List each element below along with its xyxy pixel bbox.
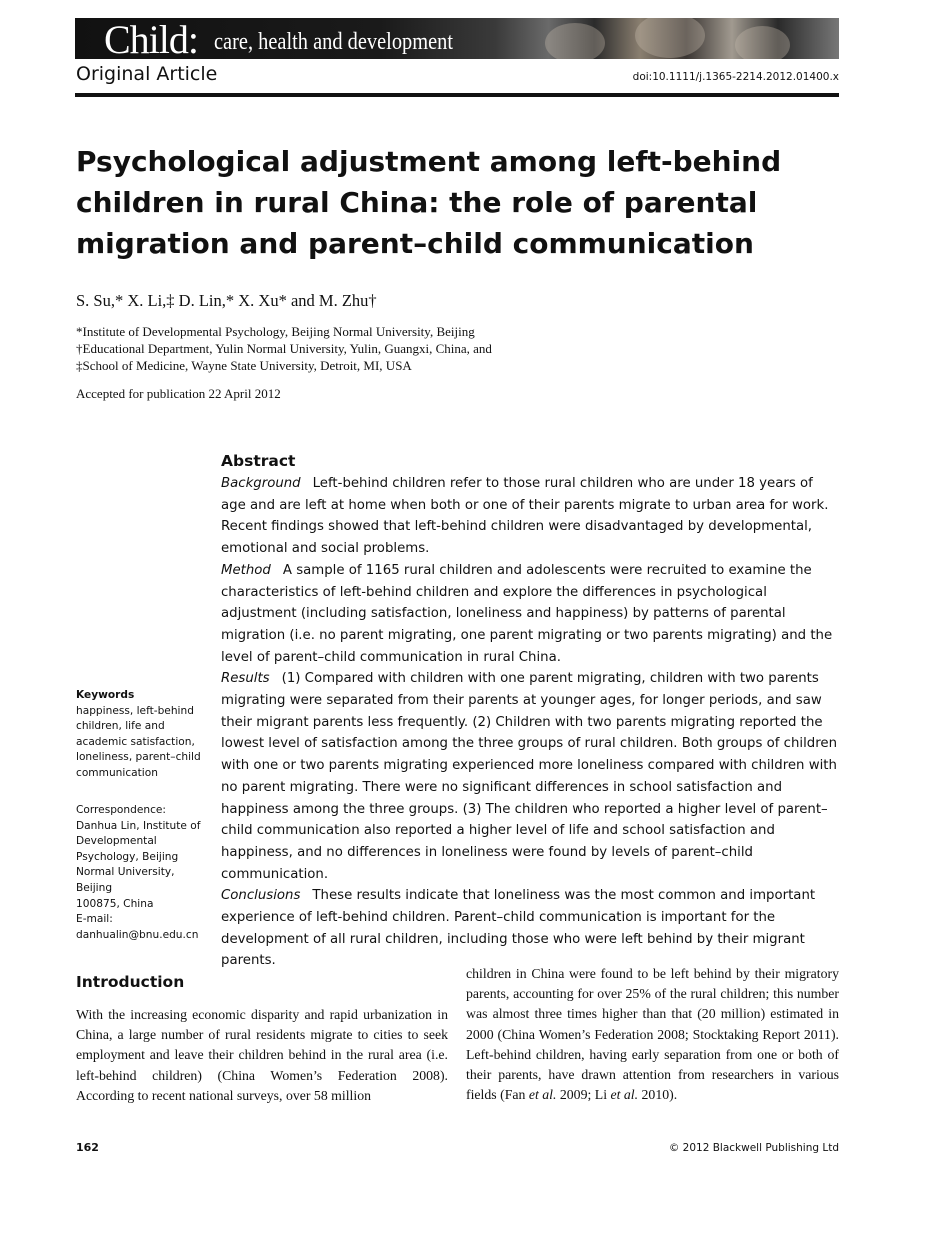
journal-banner xyxy=(75,18,839,59)
article-title: Psychological adjustment among left-behind children in rural China: the role of parental migration and parent–child communication xyxy=(76,145,782,260)
abstract-conclusions-text: These results indicate that loneliness was the most common and important experience of left-behind children. Parent–child communication is important for the development of all rural children, including those who were left behind by their migrant parents. xyxy=(221,888,816,969)
correspondence-line: 100875, China xyxy=(76,897,154,910)
doi[interactable]: doi:10.1111/j.1365-2214.2012.01400.x xyxy=(632,71,839,83)
correspondence-line: Psychology, Beijing xyxy=(76,850,179,863)
introduction-text: 2010). xyxy=(638,1087,678,1103)
affiliation-line: *Institute of Developmental Psychology, Beijing Normal University, Beijing xyxy=(76,324,475,339)
correspondence-line: Normal University, Beijing xyxy=(76,866,175,894)
affiliation-line: †Educational Department, Yulin Normal University, Yulin, Guangxi, China, and xyxy=(76,341,492,356)
abstract-heading: Abstract xyxy=(221,452,296,470)
banner-photo-detail xyxy=(735,26,790,59)
abstract-results-label: Results xyxy=(221,671,270,687)
abstract-background xyxy=(221,473,839,560)
introduction-text: children in China were found to be left behind by their migratory parents, accounting for over 25% of the rural children; this number was almost three times higher than that (20 million) estimated in 2000 (China Women’s Federation 2008; Stocktaking Report 2011). Left-behind children, having early separation from one or both of their parents, have drawn attention from researchers in various fields (Fan xyxy=(466,966,839,1103)
abstract-conclusions xyxy=(221,885,839,972)
introduction-column-right xyxy=(466,964,839,1105)
correspondence xyxy=(76,803,211,943)
correspondence-line: E-mail: xyxy=(76,913,113,926)
abstract-body xyxy=(221,473,839,972)
correspondence-line: Developmental xyxy=(76,835,157,848)
abstract-method xyxy=(221,560,839,669)
introduction-column-left: With the increasing economic disparity and rapid urbanization in China, a large number of rural residents migrate to cities to seek employment and leave their children behind in the rural area (i.e. left-behind children) (China Women’s Federation 2008). According to recent national surveys, over 58 million xyxy=(76,1007,448,1103)
abstract-method-label: Method xyxy=(221,562,271,578)
journal-subtitle: care, health and development xyxy=(214,29,454,55)
journal-name: Child: xyxy=(104,18,199,59)
citation-etal: et al. xyxy=(610,1087,639,1103)
keywords-heading: Keywords xyxy=(76,689,135,701)
copyright: © 2012 Blackwell Publishing Ltd xyxy=(668,1142,839,1154)
introduction-text: 2009; Li xyxy=(556,1087,611,1103)
affiliations xyxy=(76,323,492,374)
abstract-method-text: A sample of 1165 rural children and adolescents were recruited to examine the characteristics of left-behind children and explore the differences in psychological adjustment (including satisfaction, loneliness and happiness) by patterns of parental migration (i.e. no parent migrating, one parent migrating or two parents migrating) and the level of parent–child communication in rural China. xyxy=(221,562,833,665)
correspondence-email[interactable]: danhualin@bnu.edu.cn xyxy=(76,928,199,941)
abstract-background-text: Left-behind children refer to those rural children who are under 18 years of age and are left at home when both or one of their parents migrate to urban area for work. Recent findings showed that left-behind children were disadvantaged by developmental, emotional and social problems. xyxy=(221,476,829,557)
affiliation-line: ‡School of Medicine, Wayne State University, Detroit, MI, USA xyxy=(76,358,412,373)
abstract xyxy=(221,452,839,972)
citation-etal: et al. xyxy=(528,1087,557,1103)
introduction-heading: Introduction xyxy=(76,973,185,991)
correspondence-line: Danhua Lin, Institute of xyxy=(76,819,201,832)
page-number: 162 xyxy=(76,1141,99,1154)
keywords-text: happiness, left-behind children, life and academic satisfaction, loneliness, parent–child communication xyxy=(76,704,201,779)
abstract-background-label: Background xyxy=(221,476,301,491)
accepted-date: Accepted for publication 22 April 2012 xyxy=(76,386,281,401)
banner-photo-detail xyxy=(545,23,605,59)
header-rule xyxy=(75,93,839,97)
abstract-results xyxy=(221,668,839,885)
correspondence-line: Correspondence: xyxy=(76,804,166,816)
banner-photo-detail xyxy=(635,18,705,58)
abstract-conclusions-label: Conclusions xyxy=(221,888,301,904)
article-type: Original Article xyxy=(76,63,218,85)
keywords xyxy=(76,688,206,782)
author-list: S. Su,* X. Li,‡ D. Lin,* X. Xu* and M. Zhu† xyxy=(76,291,377,310)
abstract-results-text: (1) Compared with children with one parent migrating, children with two parents migrating were separated from their parents at younger ages, for longer periods, and saw their migrant parents less frequently. (2) Children with two parents migrating reported the lowest level of satisfaction among the three groups of rural children. Both groups of children with one or two parents migrating experienced more loneliness compared with children with no parent migrating. There were no significant differences in school satisfaction and happiness among the three groups. (3) The children who reported a higher level of parent–child communication also reported a higher level of life and school satisfaction and happiness, and no differences in loneliness were found by levels of parent–child communication. xyxy=(221,671,838,882)
